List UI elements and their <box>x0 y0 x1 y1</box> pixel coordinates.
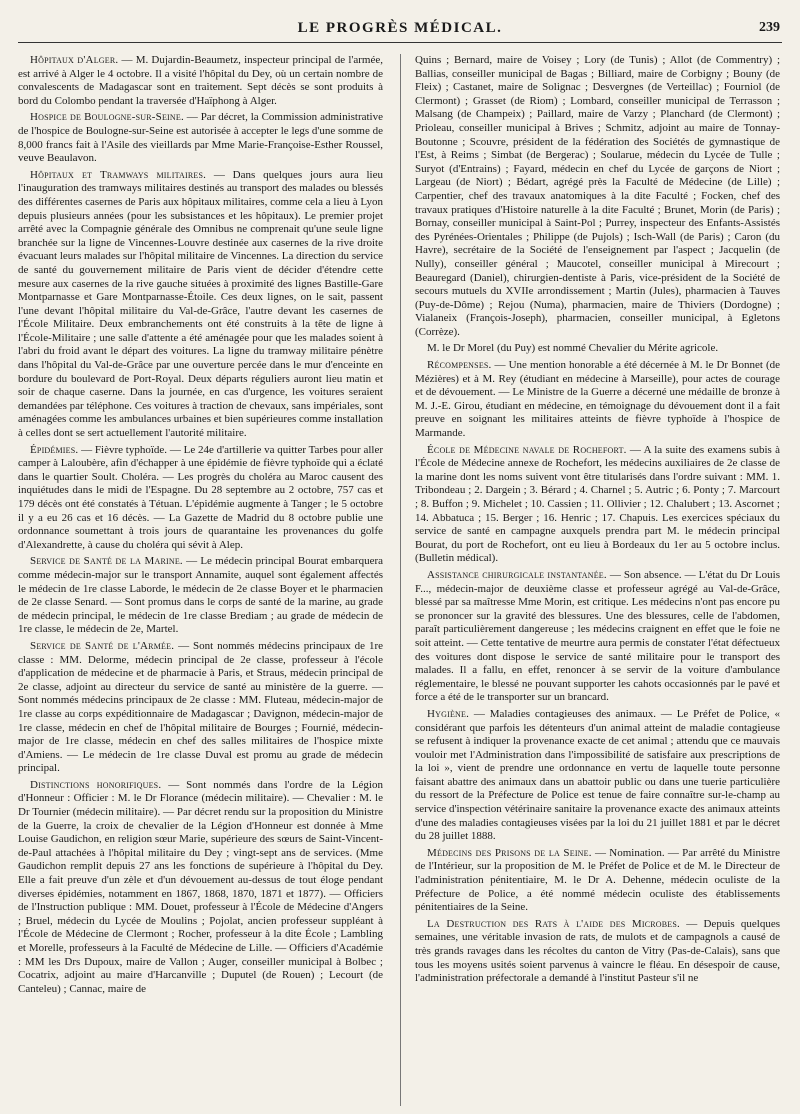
news-item <box>415 569 780 705</box>
column-divider <box>400 54 401 1106</box>
item-heading: Hospice de Boulogne-sur-Seine. <box>30 111 184 124</box>
news-item <box>415 54 780 339</box>
news-item <box>18 779 383 997</box>
item-heading: Hygiène. <box>427 707 470 720</box>
news-item <box>18 169 383 441</box>
item-text: — Depuis quelques semaines, une véritable invasion de rats, de mulots et de campagnols a causé de très grands ravages dans les récoltes du canton de Vitry (Pas-de-Calais), sans que tous les moyens usités soient parvenus à vaincre le fléau. En désespoir de cause, l'administration préfectorale a demandé à l'institut Pasteur s'il ne <box>415 917 780 985</box>
item-heading: Hôpitaux et Tramways militaires. <box>30 168 207 181</box>
item-text: — Sont nommés dans l'ordre de la Légion d'Honneur : Officier : M. le Dr Florance (médecin militaire). — Chevalier : M. le Dr Tournier (médecin militaire). — Par décret rendu sur la proposition du Ministre de la Guerre, la croix de chevalier de la Légion d'Honneur est donnée à Mme Louise Gaudichon, en religion sœur Marie, supérieure des sœurs de Saint-Vincent-de-Paul attachées à l'hôpital militaire du Dey ; vingt-sept ans de services. (Mme Gaudichon remplit depuis 27 ans les fonctions de supérieure à l'hôpital du Dey. Elle a fait preuve d'un zèle et d'un dévouement au-dessus de tout éloge pendant diverses épidémies, notamment en 1867, 1868, 1870, 1871 et 1877). — Officiers de l'Instruction publique : MM. Douet, professeur à l'École de Médecine d'Angers ; Bruel, médecin du Lycée de Moulins ; Pojolat, ancien professeur suppléant à l'École de Médecine de Clermont ; Rocher, professeur à la dite École ; Lambling et Morelle, professeurs à la Faculté de Médecine de Lille. — Officiers d'Académie : MM les Drs Dupoux, maire de Vallon ; Auger, conseiller municipal à Bolbec ; Cocatrix, adjoint au maire d'Harcanville ; Duputel (de Rouen) ; Lecourt (de Canteleu) ; Cannac, maire de <box>18 778 383 995</box>
item-text: — M. Dujardin-Beaumetz, inspecteur principal de l'armée, est arrivé à Alger le 4 octobre. Il a visité l'hôpital du Dey, où un certain nombre de convalescents de Madagascar sont en traitement. Sept décès se sont produits à bord du Colombo pendant la traversée d'Haïphong à Alger. <box>18 54 383 107</box>
item-text: — A la suite des examens subis à l'École de Médecine annexe de Rochefort, les médecins auxiliaires de 2e classe de la marine dont les noms suivent vont être titularisés dans l'ordre suivant : MM. 1. Tribondeau ; 2. Dargein ; 3. Bérard ; 4. Charnel ; 5. Autric ; 6. Ponty ; 7. Marcourt ; 8. Buffon ; 9. Michelet ; 10. Cassien ; 11. Ollivier ; 12. Chalubert ; 13. Ascornet ; 14. Abbatuca ; 15. Berger ; 16. Henric ; 17. Chapuis. Les exercices spéciaux du service de santé en campagne auxquels prendra part M. le médecin principal Bourat, du port de Rochefort, ont eu lieu à Bordeaux du 1er au 5 octobre inclus. (Bulletin médical). <box>415 443 780 565</box>
journal-title: LE PROGRÈS MÉDICAL. <box>297 20 503 36</box>
item-heading: Service de Santé de l'Armée. <box>30 639 175 652</box>
item-text: — Dans quelques jours aura lieu l'inauguration des tramways militaires destinés au transport des malades ou blessés des différentes casernes de Paris aux hôpitaux militaires, comme cela a lieu à Lyon depuis plusieurs années (pour les subsistances et les hôpitaux). Le premier projet arrêté avec la Compagnie générale des Omnibus ne comprenait qu'une seule ligne branchée sur la ligne de Vincennes-Louvre destinée aux casernes de la rive droite évacuant leurs malades sur l'hôpital militaire de Vincennes. La direction du service de santé du gouvernement militaire de Paris vient de décider d'étendre cette mesure aux casernes de la rive gauche situées à proximité des lignes Bastille-Gare Montparnasse et Gare Montparnasse-Étoile. Ces deux lignes, on le sait, passent l'une devant l'hôpital militaire du Val-de-Grâce, l'autre devant les casernes de l'École Militaire. Deux embranchements ont été construits à la tête de ligne à l'École-Militaire ; une salle d'attente a été aménagée pour que les malades soient à l'abri du froid avant le départ des voitures. La ligne du tramway militaire pénètre dans l'hôpital du Val-de-Grâce par une ouverture percée dans le mur d'enceinte en bordure du boulevard de Port-Royal. Deux départs réguliers auront lieu matin et soir de chaque caserne. Dans la journée, en cas d'urgence, les voitures seraient demandées par téléphone. Ces voitures à traction de chevaux, sans impériales, sont aménagées comme les ambulances urbaines et bien supérieures comme installation à celles dont se sert actuellement l'autorité militaire. <box>18 168 383 440</box>
right-column <box>415 54 780 1106</box>
item-heading: Service de Santé de la Marine. <box>30 555 183 568</box>
news-item <box>415 847 780 915</box>
news-item <box>18 444 383 553</box>
item-text: — Sont nommés médecins principaux de 1re classe : MM. Delorme, médecin principal de 2e classe, professeur à l'école d'application de médecine et de pharmacie à Paris, et Straus, médecin principal de 2e classe, adjoint au directeur du service de santé au ministère de la guerre. — Sont nommés médecins principaux de 2e classe : MM. Fluteau, médecin-major de 1re classe au corps expéditionnaire de Madagascar ; Davignon, médecin-major de 1re classe, médecin en chef de l'hôpital militaire de Bourges ; Fournié, médecin-major de 1re classe, médecin en chef des salles militaires de l'hospice mixte d'Amiens. — Le médecin de 1re classe Duval est promu au grade de médecin principal. <box>18 639 383 775</box>
news-item <box>18 640 383 776</box>
item-text: — Une mention honorable a été décernée à M. le Dr Bonnet (de Mézières) et à M. Rey (étudiant en médecine à Marseille), pour actes de courage et de dévouement. — Le Ministre de la Guerre a décerné une médaille de bronze à M. J.-E. Girou, étudiant en médecine, en témoignage du dévouement dont il a fait preuve en soignant les militaires atteints de fièvre typhoïde à l'hospice de Marmande. <box>415 359 780 440</box>
news-item <box>415 359 780 441</box>
news-item <box>18 111 383 165</box>
news-item <box>415 444 780 566</box>
item-text: Quins ; Bernard, maire de Voisey ; Lory (de Tunis) ; Allot (de Commentry) ; Ballias, conseiller municipal de Bagas ; Billiard, maire de Corbigny ; Bouny (de Fleix) ; Castanet, maire de Solignac ; Desvergnes (de Verteillac) ; Fourniol (de Clermont) ; Grasset (de Riom) ; Lombard, conseiller municipal de Terrasson ; Malsang (de Champeix) ; Paillard, maire de Varzy ; Planchard (de Clermont) ; Prioleau, conseiller municipal à Brives ; Schmitz, adjoint au maire de Tonnay-Boutonne ; Scouvre, président de la fédération des Sociétés de gymnastique de l'Est, à Reims ; Simbat (de Bergerac) ; Soularue, médecin du Lycée de Tulle ; Suryot (d'Entrains) ; Fayard, médecin en chef du Lycée de garçons de Niort ; Largeau (de Niort) ; Bédart, agrégé près la Faculté de Médecine (de Lille) ; Carpentier, chef des travaux anatomiques à la dite Faculté ; Focken, chef des travaux pratiques d'Histoire naturelle à la dite Faculté ; Brunet, Morin (de Paris) ; Bornay, conseiller municipal à Saint-Pol ; Purrey, inspecteur des Enfants-Assistés des Pyrénées-Orientales ; Philippe (de Pujols) ; Isch-Wall (de Paris) ; Caron (du Havre), secrétaire de la Société de l'enseignement par l'aspect ; Jacquelin (de Nully), conseiller général ; Maucotel, conseiller municipal à Mirecourt ; Beauregard (Daniel), chirurgien-dentiste à Paris, vice-président de la Société de secours mutuels du XVIIe arrondissement ; Martin (Jules), pharmacien à Tauves (Puy-de-Dôme) ; Rejou (Numa), pharmacien, maire de Thiviers (Dordogne) ; Vialaneix (François-Joseph), pharmacien, conseiller municipal, à Egletons (Corrèze). <box>415 54 780 338</box>
item-heading: École de Médecine navale de Rochefort. <box>427 443 627 456</box>
item-text: — Le médecin principal Bourat embarquera comme médecin-major sur le transport Annamite, auquel sont également affectés le médecin de 1re classe Laborde, le médecin de 2e classe Boyer et le pharmacien de 2e classe Senard. — Sont promus dans le corps de santé de la marine, au grade de médecin principal, le médecin de 1re classe Brediam ; au grade de médecin de 1re classe, le médecin de 2e, Martel. <box>18 555 383 636</box>
item-heading: La Destruction des Rats à l'aide des Microbes. <box>427 917 680 930</box>
item-text: — Fièvre typhoïde. — Le 24e d'artillerie va quitter Tarbes pour aller camper à Laloubère, afin d'échapper à une épidémie de fièvre typhoïde qui a éclaté dans le quartier Soult. Choléra. — Les progrès du choléra au Maroc causent des inquiétudes dans le midi de l'Espagne. Du 28 septembre au 2 octobre, 757 cas et 179 décès ont été constatés à Tétuan. L'épidémie augmente à Tanger ; le 5 octobre il y a eu 26 cas et 16 décès. — La Gazette de Madrid du 8 octobre publie une ordonnance soumettant à trois jours de quarantaine les provenances du golfe d'Alexandrette, à cause du choléra qui sévit à Alep. <box>18 443 383 551</box>
item-heading: Médecins des Prisons de la Seine. <box>427 846 592 859</box>
item-heading: Distinctions honorifiques. <box>30 778 162 791</box>
news-item <box>415 708 780 844</box>
news-item <box>18 555 383 637</box>
item-text: — Maladies contagieuses des animaux. — Le Préfet de Police, « considérant que parfois les détenteurs d'un animal atteint de maladie contagieuse se refusent à indiquer la provenance exacte de cet animal ; attendu que ce mauvais vouloir met l'Administration dans l'impossibilité de satisfaire aux prescriptions de la loi », vient de prendre une ordonnance en vertu de laquelle toute personne faisant abattre des animaux dans un abattoir public ou dans une tuerie particulière du ressort de la Préfecture de Police est tenue de faire connaître sur-le-champ au service d'inspection vétérinaire sanitaire la provenance exacte des animaux atteints d'une des maladies contagieuses visées par la loi du 21 juillet 1881 et par le décret du 28 juillet 1888. <box>415 707 780 843</box>
item-text: — Son absence. — L'état du Dr Louis F..., médecin-major de deuxième classe et professeur agrégé au Val-de-Grâce, blessé par sa maîtresse Mme Morin, est critique. Les médecins n'ont pas encore pu se prononcer sur la gravité des blessures. Une des blessures, celle de l'abdomen, paraît particulièrement dangereuse ; les médecins craignent en effet que le foie ne soit atteint. — Cette tentative de meurtre aura permis de constater l'état défectueux des voitures dont dispose le service de santé militaire pour le transport des malades. Il a fallu, en effet, renoncer à se servir de la voiture d'ambulance réglementaire, le blessé ne pouvant supporter les cahots occasionnés par le pavé et force a été de le transporter sur un brancard. <box>415 568 780 704</box>
item-heading: Assistance chirurgicale instantanée. <box>427 568 607 581</box>
item-heading: Récompenses. <box>427 359 492 372</box>
item-text: — Par décret, la Commission administrative de l'hospice de Boulogne-sur-Seine est autorisée à accepter le legs d'une somme de 8,000 francs fait à l'Asile des vieillards par Mme Marie-Françoise-Esther Roussel, veuve Beaulavon. <box>18 111 383 165</box>
news-item <box>415 342 780 356</box>
left-column <box>18 54 383 1106</box>
item-heading: Hôpitaux d'Alger. <box>30 54 119 66</box>
item-heading: Épidémies. <box>30 443 79 456</box>
page-header <box>18 20 782 43</box>
page-number: 239 <box>759 20 780 35</box>
news-item <box>18 54 383 108</box>
news-item <box>415 918 780 986</box>
item-text: M. le Dr Morel (du Puy) est nommé Chevalier du Mérite agricole. <box>427 342 719 355</box>
item-text: — Nomination. — Par arrêté du Ministre de l'Intérieur, sur la proposition de M. le Préfet de Police et de M. le Directeur de l'administration pénitentiaire, M. le Dr A. Dehenne, médecin oculiste de la Préfecture de Police, a été nommé médecin oculiste des établissements pénitentiaires de la Seine. <box>415 846 780 914</box>
